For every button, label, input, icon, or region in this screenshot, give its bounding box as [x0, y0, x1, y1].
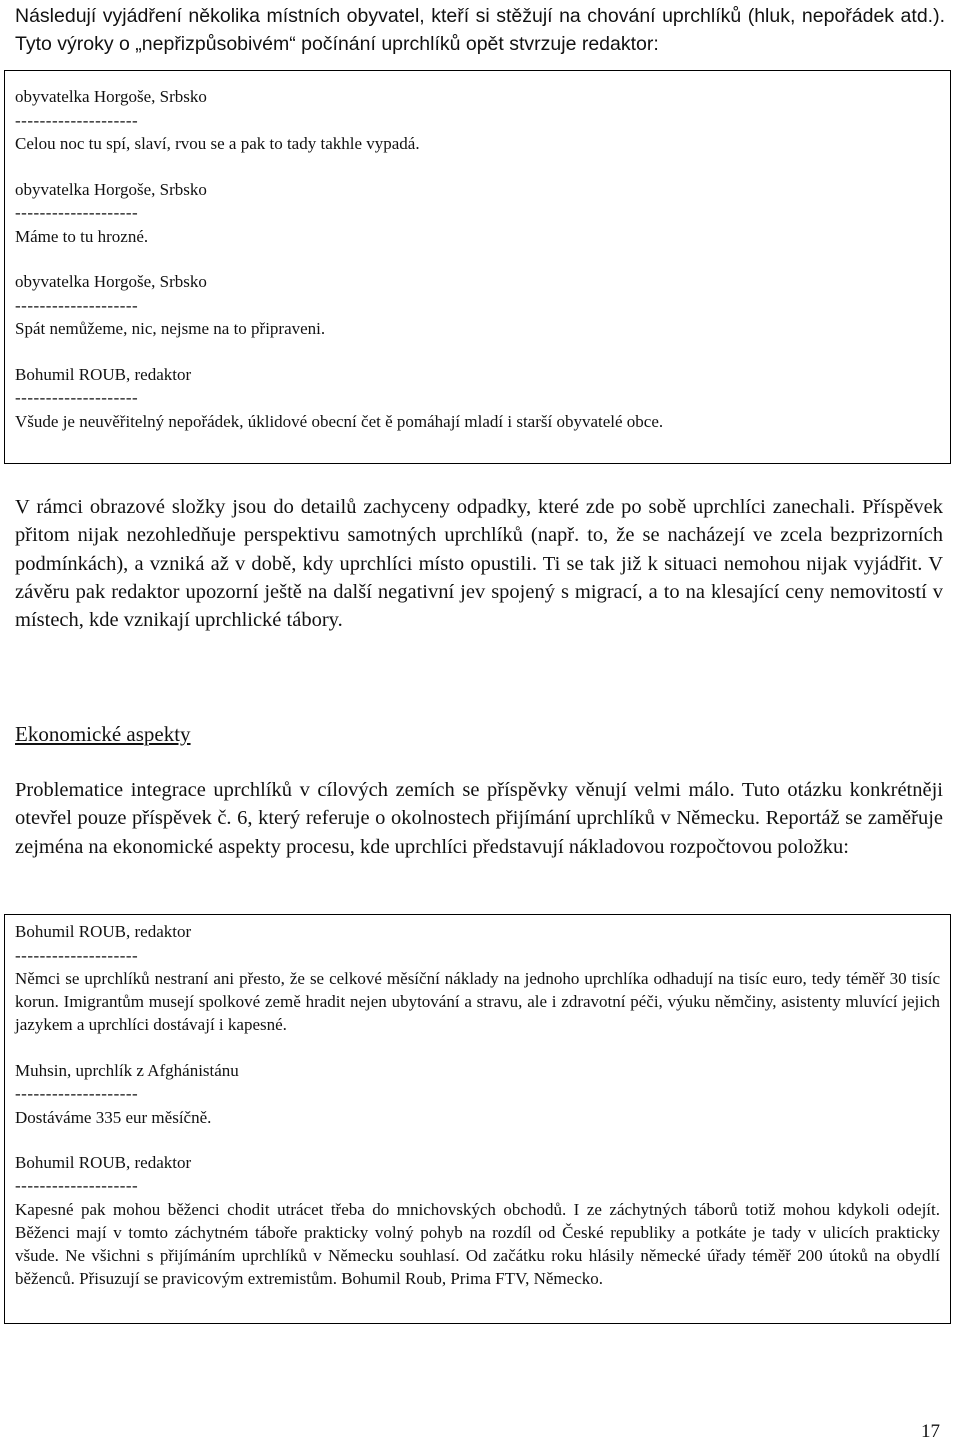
- intro-paragraph: Následují vyjádření několika místních obyvatel, kteří si stěžují na chování uprchlíků (hluk, nepořádek atd.). Tyto výroky o „nepřizpůsobivém“ počínání uprchlíků opět stvrzuje redaktor:: [15, 5, 945, 55]
- quote-separator: --------------------: [15, 1176, 139, 1196]
- quote-speaker: obyvatelka Horgoše, Srbsko: [15, 179, 207, 199]
- quote-speaker: Bohumil ROUB, redaktor: [15, 364, 192, 384]
- quote-speaker: Bohumil ROUB, redaktor: [15, 922, 192, 941]
- quote-speaker: obyvatelka Horgoše, Srbsko: [15, 87, 207, 106]
- quote-separator: --------------------: [15, 1084, 139, 1104]
- quote-block: [15, 1059, 940, 1129]
- quote-text: Dostáváme 335 eur měsíčně.: [15, 1107, 212, 1127]
- transcript-box-1: [4, 70, 951, 464]
- analysis-paragraph: V rámci obrazové složky jsou do detailů zachyceny odpadky, které zde po sobě uprchlíci zanechali. Příspěvek přitom nijak nezohledňuje perspektivu samotných uprchlíků (např. to, že se nacházejí ve zcela bezprizorních podmínkách), a vzniká až v době, kdy uprchlíci místo opustili. Ti se tak již k situaci nemohou nijak vyjádřit. V závěru pak redaktor upozorní ještě na další negativní jev spojený s migrací, a to na klesající ceny nemovitostí v místech, kde vznikají uprchlické tábory.: [15, 496, 943, 632]
- economic-paragraph: Problematice integrace uprchlíků v cílových zemích se příspěvky věnují velmi málo. Tuto otázku konkrétněji otevřel pouze příspěvek č. 6, který referuje o okolnostech přijímání uprchlíků v Německu. Reportáž se zaměřuje zejména na ekonomické aspekty procesu, kde uprchlíci představují nákladovou rozpočtovou položku:: [15, 779, 943, 858]
- quote-separator: --------------------: [15, 945, 139, 965]
- quote-block: [15, 363, 940, 434]
- transcript-box-2: [4, 914, 951, 1324]
- quote-separator: --------------------: [15, 203, 139, 222]
- quote-text: Celou noc tu spí, slaví, rvou se a pak to tady takhle vypadá.: [15, 134, 420, 153]
- quote-text: Máme to tu hrozné.: [15, 226, 149, 246]
- quote-text: Kapesné pak mohou běženci chodit utrácet třeba do mnichovských obchodů. I ze záchytných táborů totiž mohou kdykoli odejít. Běženci mají v tomto záchytném táboře prakticky volný pohyb na rozdíl od České republiky a potkáte je tady v ulicích prakticky všude. Ne všichni s přijímáním uprchlíků v Německu souhlasí. Od začátku roku hlásily německé úřady téměř 200 útoků na obydlí běženců. Přisuzují se pravicovým extremistům. Bohumil Roub, Prima FTV, Německo.: [15, 1199, 940, 1289]
- quote-speaker: obyvatelka Horgoše, Srbsko: [15, 272, 207, 291]
- quote-text: Němci se uprchlíků nestraní ani přesto, že se celkové měsíční náklady na jednoho uprchlíka odhadují na tisíc euro, tedy téměř 30 tisíc korun. Imigrantům musejí spolkové země hradit nejen ubytování a stravu, ale i zdravotní péči, výuku němčiny, asistenty mluvící jejich jazykem a uprchlíci dostávají i kapesné.: [15, 969, 940, 1035]
- quote-speaker: Bohumil ROUB, redaktor: [15, 1152, 192, 1172]
- quote-text: Spát nemůžeme, nic, nejsme na to připraveni.: [15, 319, 326, 338]
- section-heading: Ekonomické aspekty: [15, 722, 191, 746]
- quote-block: [15, 178, 940, 249]
- quote-separator: --------------------: [15, 110, 139, 130]
- quote-block: [15, 920, 940, 1037]
- quote-block: [15, 85, 940, 156]
- page-number: 17: [921, 1421, 940, 1442]
- quote-block: [15, 270, 940, 341]
- quote-separator: --------------------: [15, 388, 139, 407]
- quote-speaker: Muhsin, uprchlík z Afghánistánu: [15, 1060, 239, 1080]
- quote-block: [15, 1151, 940, 1291]
- quote-text: Všude je neuvěřitelný nepořádek, úklidové obecní čet ě pomáhají mladí i starší obyvatelé obce.: [15, 411, 664, 431]
- quote-separator: --------------------: [15, 295, 139, 315]
